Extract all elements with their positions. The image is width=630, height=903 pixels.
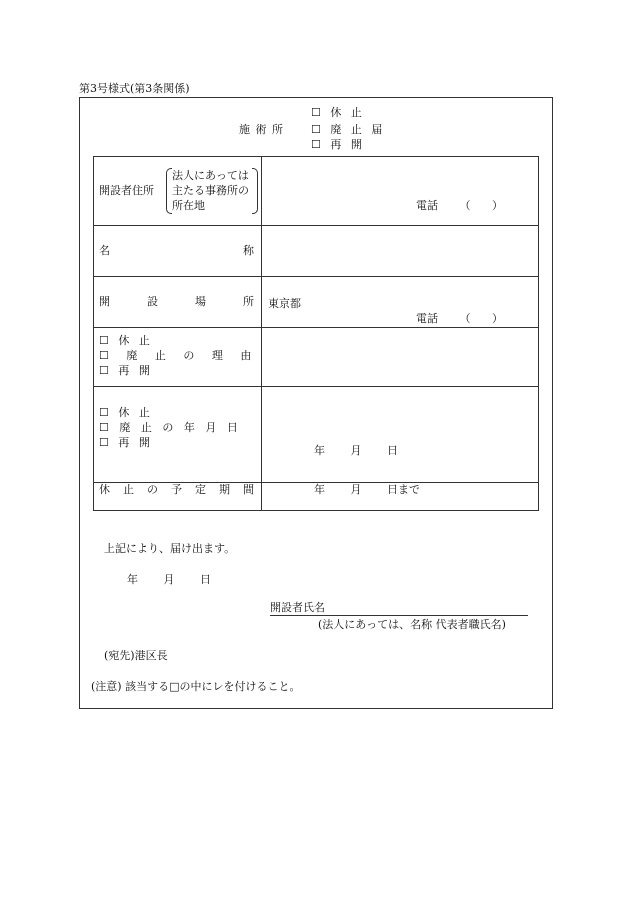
date-option-reopen[interactable]: ☐ 再 開 (99, 436, 150, 449)
header-option-suspend[interactable]: ☐ 休 止 (311, 106, 362, 119)
header-option-reopen[interactable]: ☐ 再 開 (311, 138, 362, 151)
name-input[interactable] (270, 230, 530, 270)
period-label-char: 間 (243, 483, 254, 496)
corp-note-line2: 主たる事務所の (172, 184, 249, 197)
period-label (99, 484, 254, 495)
name-label-first: 名 (99, 244, 110, 257)
period-label-char: 予 (171, 483, 182, 496)
table-column-divider (261, 157, 262, 510)
notice-text: (注意) 該当する□の中にレを付けること。 (91, 680, 301, 693)
site-label-char: 所 (243, 295, 254, 308)
facility-label: 施 術 所 (239, 123, 283, 136)
date-option-abolish[interactable]: ☐ 廃 止 の 年 月 日 (99, 421, 238, 434)
site-value[interactable]: 東京都 (268, 297, 301, 310)
reason-option-abolish[interactable]: ☐ 廃 止 の 理 由 (99, 349, 252, 362)
period-label-char: 期 (219, 483, 230, 496)
address-label: 開設者住所 (99, 184, 154, 197)
form-number-title: 第3号様式(第3条関係) (79, 82, 190, 95)
row-divider (94, 276, 538, 277)
period-label-char: 止 (123, 483, 134, 496)
site-label (99, 296, 254, 307)
addressee: (宛先)港区長 (104, 649, 168, 662)
corp-note-line3: 所在地 (172, 199, 205, 212)
date-option-suspend[interactable]: ☐ 休 止 (99, 406, 150, 419)
period-label-char: の (147, 483, 158, 496)
reason-option-reopen[interactable]: ☐ 再 開 (99, 364, 150, 377)
submission-statement: 上記により、届け出ます。 (104, 542, 236, 555)
reason-option-suspend[interactable]: ☐ 休 止 (99, 334, 150, 347)
date-value[interactable]: 年 月 日 (314, 444, 398, 457)
address-phone[interactable]: 電話 （ ） (416, 199, 503, 212)
period-label-char: 定 (195, 483, 206, 496)
row-divider (94, 225, 538, 226)
applicant-name-label: 開設者氏名 (270, 601, 325, 614)
site-label-char: 開 (99, 295, 110, 308)
site-label-char: 場 (195, 295, 206, 308)
name-label-last: 称 (243, 244, 254, 257)
applicant-signature-line[interactable] (270, 615, 528, 616)
submission-date[interactable]: 年 月 日 (127, 573, 211, 586)
reason-input[interactable] (270, 330, 530, 380)
period-label-char: 休 (99, 483, 110, 496)
note-bracket-right (252, 168, 258, 214)
period-value[interactable]: 年 月 日まで (314, 483, 420, 496)
corp-note-line1: 法人にあっては (172, 169, 249, 182)
applicant-corp-note: (法人にあっては、名称 代表者職氏名) (318, 618, 506, 631)
row-divider (94, 327, 538, 328)
row-divider (94, 386, 538, 387)
header-option-abolish[interactable]: ☐ 廃 止 届 (311, 123, 383, 136)
site-phone[interactable]: 電話 （ ） (416, 312, 503, 325)
site-label-char: 設 (147, 295, 158, 308)
